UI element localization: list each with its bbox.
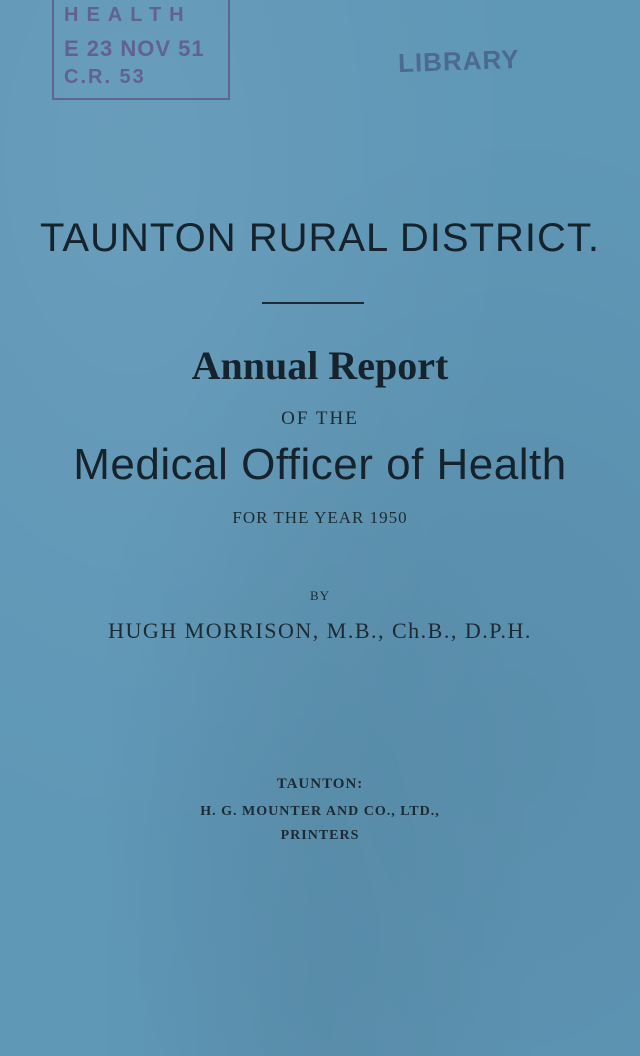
imprint-place: TAUNTON: [276, 776, 364, 792]
by-line: BY [309, 588, 331, 603]
divider-rule [262, 302, 364, 304]
report-title: Annual Report [191, 343, 449, 388]
author-name: HUGH MORRISON, M.B., Ch.B., D.P.H. [108, 618, 532, 643]
subject-heading: Medical Officer of Health [73, 440, 567, 489]
library-stamp: LIBRARY [397, 43, 521, 79]
stamp-reference: C.R. 53 [64, 66, 146, 88]
year-line: FOR THE YEAR 1950 [232, 508, 408, 527]
stamp-line-1: HEALTH [64, 4, 192, 26]
imprint-role: PRINTERS [280, 828, 360, 843]
district-heading: TAUNTON RURAL DISTRICT. [39, 216, 601, 260]
stamp-date: E 23 NOV 51 [64, 36, 205, 61]
health-received-stamp [52, 0, 230, 100]
of-the-line: OF THE [281, 408, 359, 429]
imprint-publisher: H. G. MOUNTER AND CO., LTD., [200, 804, 440, 819]
